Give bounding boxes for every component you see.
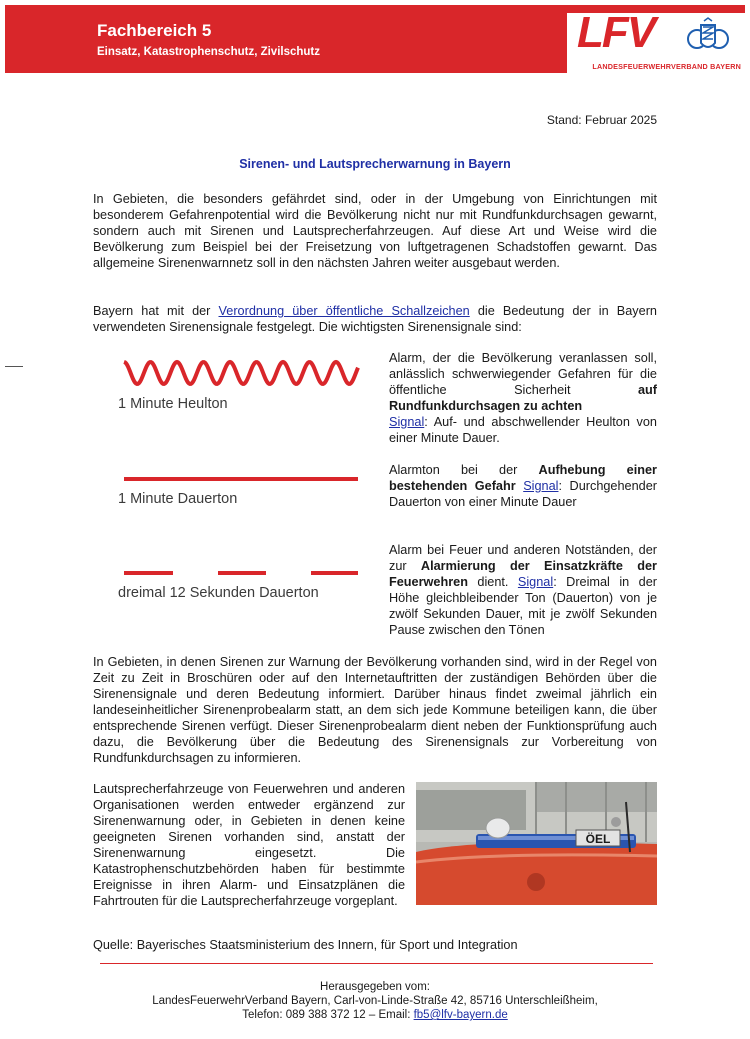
department-title: Fachbereich 5 [97, 21, 212, 40]
signal-text: : Durchgehender Dauerton von einer Minute Dauer [389, 479, 657, 509]
intro-paragraph: In Gebieten, die besonders gefährdet sind, oder in der Umgebung von Einrichtungen mit besonderem Gefahrenpotential wird die Bevölkerung nicht nur mit Rundfunkdurchsagen gewarnt, sondern auch mit Sirenen und Lautsprecherfahrzeugen. Auf diese Art und Weise wird die Bevölkerung zum Beispiel bei der Freisetzung von luftgetragenen Schadstoffen gewarnt. Das allgemeine Sirenenwarnnetz soll in den nächsten Jahren weiter ausgebaut werden. [93, 192, 657, 270]
source-note: Quelle: Bayerisches Staatsministerium des Innern, für Sport und Integration [93, 938, 518, 952]
signal-text: : Auf- und abschwellender Heulton von einer Minute Dauer. [389, 415, 657, 445]
signal-text: dient. [467, 575, 518, 589]
document-title: Sirenen- und Lautsprecherwarnung in Bayern [239, 157, 511, 171]
footer-divider [100, 963, 653, 964]
signal-emphasis: Aufhebung einer bestehenden Gefahr [389, 463, 657, 493]
signal-text: Alarm, der die Bevölkerung veranlassen soll, anlässlich schwerwiegender Gefahren für die öffentliche Sicherheit [389, 351, 657, 397]
regulation-text-after: die Bedeutung der in Bayern verwendeten Sirenensignale festgelegt. Die wichtigsten Sirenensignale sind: [93, 304, 657, 334]
stand-date: Stand: Februar 2025 [546, 113, 657, 127]
footer-publisher-label: Herausgegeben vom: [320, 981, 430, 993]
regulation-paragraph [93, 303, 657, 335]
signal-text: Alarmton bei der [389, 463, 539, 477]
signal-emphasis: auf Rundfunkdurchsagen zu achten [389, 383, 657, 413]
wave-icon [118, 355, 368, 391]
footer-address: LandesFeuerwehrVerband Bayern, Carl-von-Linde-Straße 42, 85716 Unterschleißheim, [152, 995, 598, 1007]
margin-mark [5, 366, 23, 367]
footer-contact [0, 1008, 750, 1023]
signal-graphic-dreimal [118, 566, 368, 606]
signal-label-dreimal: dreimal 12 Sekunden Dauerton [118, 585, 319, 601]
logo-caption: LANDESFEUERWEHRVERBAND BAYERN [592, 62, 741, 71]
signal-description-heulton [389, 350, 657, 446]
dashed-line-icon [118, 566, 368, 580]
header-banner [5, 5, 745, 73]
signal-text: Alarm bei Feuer und anderen Notständen, der zur [389, 543, 657, 573]
footer-phone: Telefon: 089 388 372 12 – Email: [242, 1009, 414, 1021]
continuous-line-icon [118, 472, 368, 486]
loudspeaker-vehicle-photo [416, 782, 657, 905]
signal-graphic-dauerton [118, 472, 368, 512]
signal-label-heulton: 1 Minute Heulton [118, 396, 228, 412]
footer-email-link[interactable]: fb5@lfv-bayern.de [413, 1009, 508, 1021]
signal-graphic-heulton [118, 355, 368, 415]
regulation-link[interactable]: Verordnung über öffentliche Schallzeichen [218, 304, 470, 318]
lautsprecher-paragraph: Lautsprecherfahrzeuge von Feuerwehren und anderen Organisationen werden entweder ergänzend zur Sirenenwarnung oder, in Gebieten in denen keine geeigneten Sirenen vorhanden sind, anstatt der Sirenenwarnung eingesetzt. Die Katastrophenschutzbehörden haben für bestimmte Ereignisse in ihren Alarm- und Einsatzplänen die Fahrtrouten für die Lautsprecherfahrzeuge vorgeplant. [93, 782, 405, 908]
signal-link-dreimal[interactable]: Signal [517, 575, 554, 589]
signal-emphasis: Alarmierung der Einsatzkräfte der Feuerwehren [389, 559, 657, 589]
signal-link-dauerton[interactable]: Signal [523, 479, 559, 493]
regulation-text-before: Bayern hat mit der [93, 304, 219, 318]
signal-label-dauerton: 1 Minute Dauerton [118, 491, 238, 507]
photo-sign-text: ÖEL [585, 832, 611, 846]
signal-link-heulton[interactable]: Signal [389, 415, 425, 429]
signal-description-dauerton [389, 462, 657, 510]
bavarian-crest-icon [685, 17, 731, 57]
department-subtitle: Einsatz, Katastrophenschutz, Zivilschutz [97, 46, 321, 58]
lfv-logo [567, 8, 745, 73]
logo-wordmark: LFV [577, 8, 655, 57]
probealarm-paragraph: In Gebieten, in denen Sirenen zur Warnung der Bevölkerung vorhanden sind, wird in der Regel von Zeit zu Zeit in Broschüren oder auf den Internetauftritten der zuständigen Behörden über die Sirenensignale und deren Bedeutung informiert. Darüber hinaus findet zweimal jährlich ein landeseinheitlicher Sirenenprobealarm statt, an dem sich jede Kommune beteiligen kann, die über entsprechende Sirenen verfügt. Dieser Sirenenprobealarm dient neben der Funktionsprüfung auch dazu, die Bevölkerung über die Bedeutung des Sirenensignals zur Vorbereitung von Rundfunkdurchsagen zu informieren. [93, 655, 657, 765]
signal-description-dreimal [389, 542, 657, 638]
signal-text: : Dreimal in der Höhe gleichbleibender Ton (Dauerton) von je zwölf Sekunden Dauer, mit je zwölf Sekunden Pause zwischen den Tönen [389, 575, 657, 637]
